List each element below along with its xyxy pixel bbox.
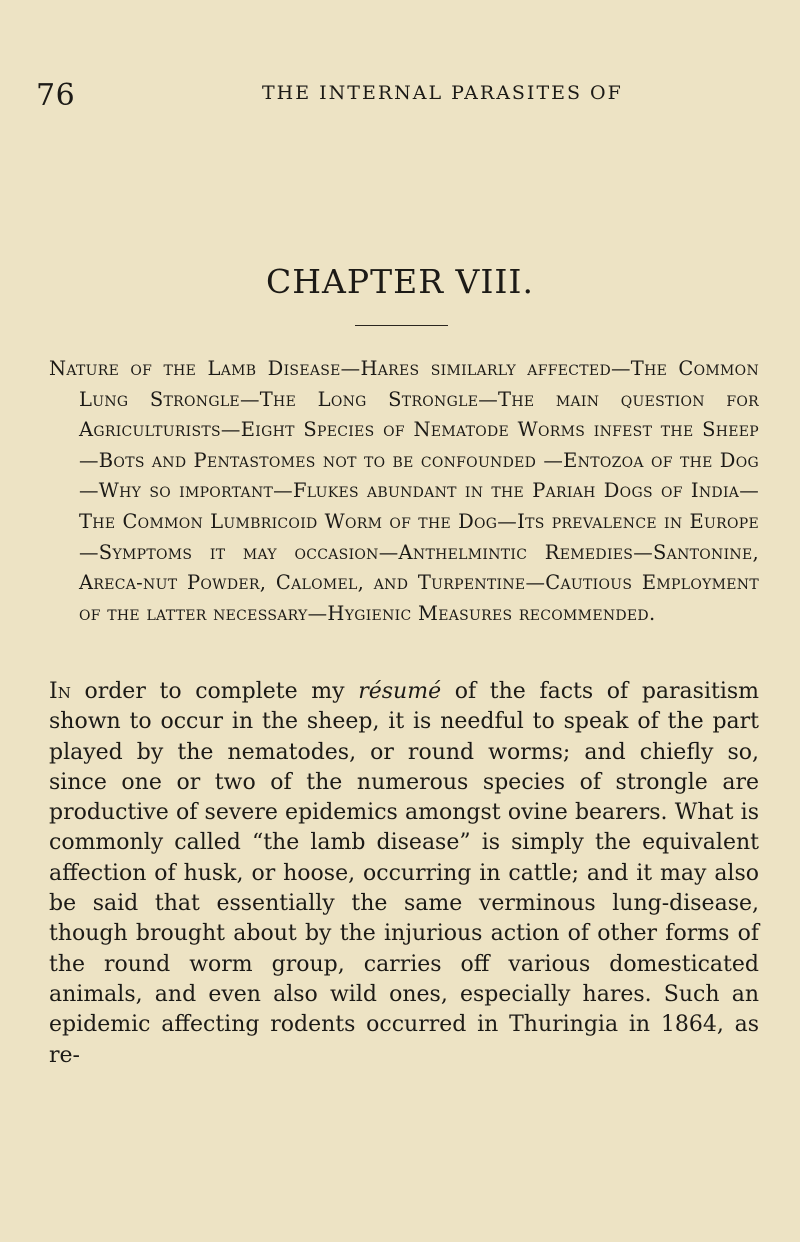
running-title: THE INTERNAL PARASITES OF xyxy=(262,82,623,104)
resume-word: résumé xyxy=(358,679,442,704)
running-head xyxy=(0,78,800,118)
chapter-title: CHAPTER VIII. xyxy=(266,262,534,301)
page-number: 76 xyxy=(36,78,76,113)
synopsis-text: Nature of the Lamb Disease—Hares similarly affected—The Common Lung Strongle—The Long Strongle—The main question for Agriculturists—Eight Species of Nematode Worms infest the Sheep—Bots and Pentastomes not to be confounded —Entozoa of the Dog—Why so important—Flukes abundant in the Pariah Dogs of India—The Common Lumbricoid Worm of the Dog—Its prevalence in Europe—Symptoms it may occasion—Anthelmintic Remedies—Santonine, Areca-nut Powder, Calomel, and Turpentine—Cautious Employment of the latter necessary—Hygienic Measures recommended. xyxy=(49,357,759,625)
paragraph-segment-2: of the facts of parasitism shown to occur in the sheep, it is needful to speak of the part played by the nematodes, or round worms; and chiefly so, since one or two of the numerous species of strongle are productive of severe epidemics amongst ovine bearers. What is commonly called “the lamb disease” is simply the equivalent affection of husk, or hoose, occurring in cattle; and it may also be said that essentially the same verminous lung-disease, though brought about by the injurious action of other forms of the round worm group, carries off various domesticated animals, and even also wild ones, especially hares. Such an epidemic affecting rodents occurred in Thuringia in 1864, as re- xyxy=(49,679,760,1068)
paragraph-text xyxy=(49,677,759,1071)
paragraph-segment-1: order to complete my xyxy=(70,679,359,704)
chapter-divider xyxy=(355,325,448,326)
body-paragraph xyxy=(49,677,759,1071)
lead-in-word: In xyxy=(49,679,71,704)
chapter-synopsis xyxy=(49,354,759,629)
